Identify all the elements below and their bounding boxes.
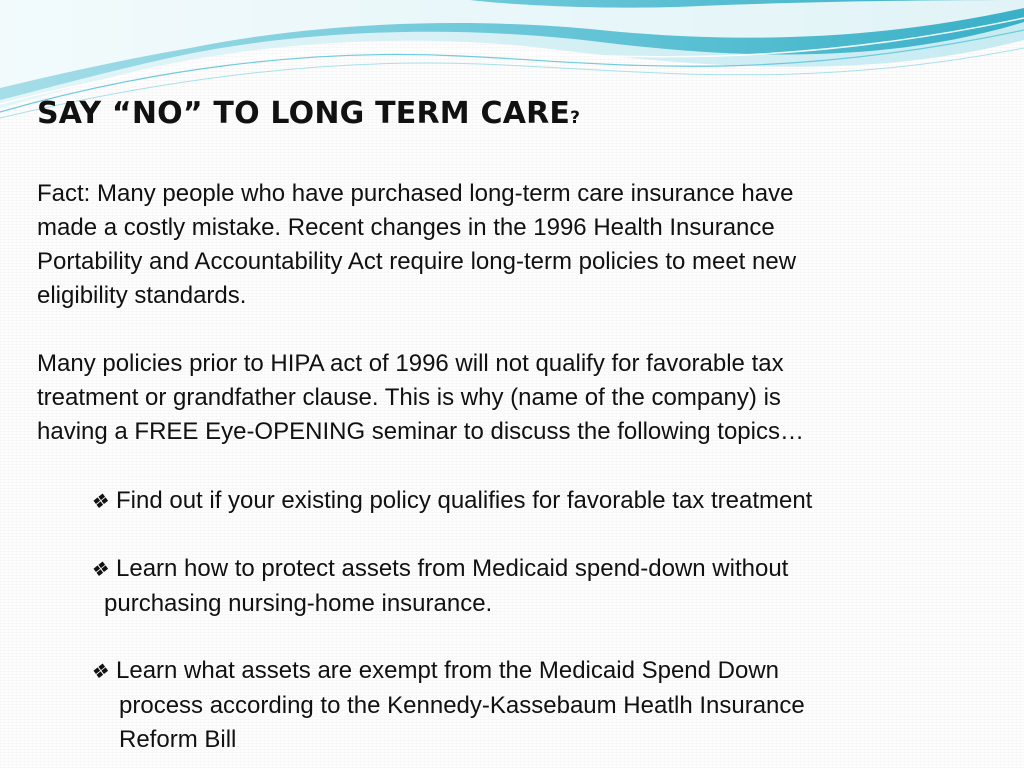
policies-line-2: treatment or grandfather clause. This is why (name of the company) is [37,384,781,411]
policies-line-3: having a FREE Eye-OPENING seminar to discuss the following topics… [37,418,804,445]
bullet-item-tax-treatment [90,484,812,519]
bullet-2-line-2: purchasing nursing-home insurance. [104,590,493,617]
four-diamond-bullet-icon: ❖ [90,661,108,683]
bullet-3-line-1: Learn what assets are exempt from the Medicaid Spend Down [116,657,780,684]
bullet-item-exempt-assets [90,654,805,757]
fact-line-3: Portability and Accountability Act require long-term policies to meet new [37,248,797,275]
bullet-2-line-1: Learn how to protect assets from Medicaid spend-down without [116,555,789,582]
policies-line-1: Many policies prior to HIPA act of 1996 will not qualify for favorable tax [37,350,784,377]
bullet-3-line-3: Reform Bill [119,726,237,753]
fact-line-4: eligibility standards. [37,282,247,309]
four-diamond-bullet-icon: ❖ [90,559,108,581]
bullet-3-line-2: process according to the Kennedy-Kassebaum Heatlh Insurance [119,692,805,719]
bullet-1-line-1: Find out if your existing policy qualifies for favorable tax treatment [116,487,813,514]
fact-paragraph [37,177,796,313]
fact-line-2: made a costly mistake. Recent changes in the 1996 Health Insurance [37,214,775,241]
slide-title-question-mark: ? [570,108,581,128]
fact-line-1: Fact: Many people who have purchased long-term care insurance have [37,180,794,207]
four-diamond-bullet-icon: ❖ [90,491,108,513]
policies-paragraph [37,347,804,449]
slide-title-text: SAY “NO” TO LONG TERM CARE [37,96,571,131]
bullet-item-medicaid-spend-down [90,552,788,621]
slide-title [37,96,580,131]
